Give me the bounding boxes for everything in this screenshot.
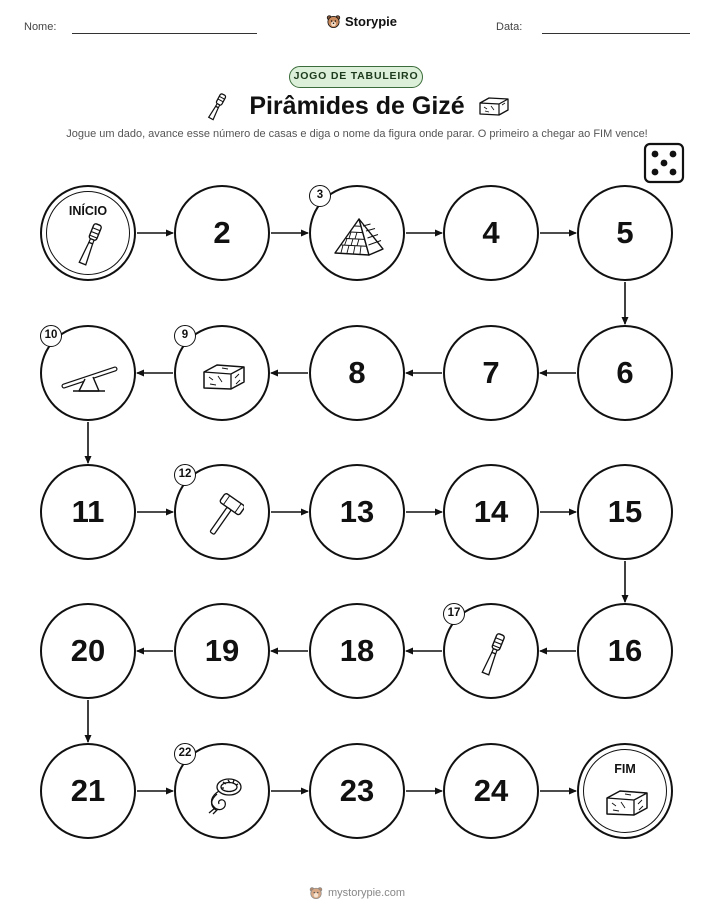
space-number: 8	[348, 355, 366, 390]
space-number-badge: 22	[174, 743, 196, 765]
board-space-start[interactable]	[40, 185, 136, 281]
board-space-9[interactable]	[174, 325, 270, 421]
space-number: 5	[616, 215, 634, 250]
page-title: Pirâmides de Gizé	[249, 92, 465, 120]
board-space-13[interactable]	[309, 464, 405, 560]
finish-label: FIM	[614, 762, 636, 776]
space-number: 4	[482, 215, 500, 250]
space-number: 21	[70, 773, 106, 808]
space-number: 19	[204, 633, 240, 668]
stone-block-icon	[200, 360, 248, 394]
date-label: Data:	[496, 21, 523, 33]
board-space-4[interactable]	[443, 185, 539, 281]
start-label: INÍCIO	[68, 204, 108, 218]
space-number: 24	[473, 773, 509, 808]
pyramid-icon	[331, 216, 387, 258]
instructions: Jogue um dado, avance esse número de casas e diga o nome da figura onde parar. O primeiro a chegar ao FIM vence!	[66, 128, 648, 140]
board-space-14[interactable]	[443, 464, 539, 560]
bear-logo-icon	[309, 886, 323, 900]
board-space-8[interactable]	[309, 325, 405, 421]
board-space-15[interactable]	[577, 464, 673, 560]
board-space-19[interactable]	[174, 603, 270, 699]
board-space-finish[interactable]	[577, 743, 673, 839]
board-space-23[interactable]	[309, 743, 405, 839]
space-number: 18	[339, 633, 375, 668]
space-number: 23	[339, 773, 375, 808]
board-space-3[interactable]	[309, 185, 405, 281]
board-space-7[interactable]	[443, 325, 539, 421]
mallet-icon	[204, 493, 244, 539]
space-number: 11	[71, 494, 105, 529]
footer-site: mystorypie.com	[327, 887, 406, 899]
space-number-badge: 10	[40, 325, 62, 347]
chisel-icon	[480, 631, 506, 679]
stone-block-icon	[603, 786, 651, 820]
board-space-11[interactable]	[40, 464, 136, 560]
lever-icon	[59, 360, 121, 394]
space-number-badge: 12	[174, 464, 196, 486]
brand-name: Storypie	[345, 14, 398, 29]
rope-icon	[201, 774, 247, 816]
space-number: 20	[70, 633, 106, 668]
space-number-badge: 17	[443, 603, 465, 625]
board-space-24[interactable]	[443, 743, 539, 839]
chisel-icon	[77, 221, 103, 269]
space-number: 2	[213, 215, 231, 250]
board-space-22[interactable]	[174, 743, 270, 839]
game-type-badge: JOGO DE TABULEIRO	[289, 66, 423, 88]
board-space-21[interactable]	[40, 743, 136, 839]
space-number: 15	[607, 494, 643, 529]
space-number: 13	[339, 494, 375, 529]
board-space-10[interactable]	[40, 325, 136, 421]
footer	[0, 886, 714, 900]
name-label: Nome:	[24, 21, 57, 33]
board-space-6[interactable]	[577, 325, 673, 421]
board-space-12[interactable]	[174, 464, 270, 560]
board-space-17[interactable]	[443, 603, 539, 699]
board-space-2[interactable]	[174, 185, 270, 281]
board-space-16[interactable]	[577, 603, 673, 699]
board-space-18[interactable]	[309, 603, 405, 699]
space-number: 16	[607, 633, 643, 668]
space-number: 14	[473, 494, 509, 529]
space-number-badge: 3	[309, 185, 331, 207]
space-number-badge: 9	[174, 325, 196, 347]
board-space-20[interactable]	[40, 603, 136, 699]
board-space-5[interactable]	[577, 185, 673, 281]
space-number: 7	[482, 355, 500, 390]
space-number: 6	[616, 355, 634, 390]
